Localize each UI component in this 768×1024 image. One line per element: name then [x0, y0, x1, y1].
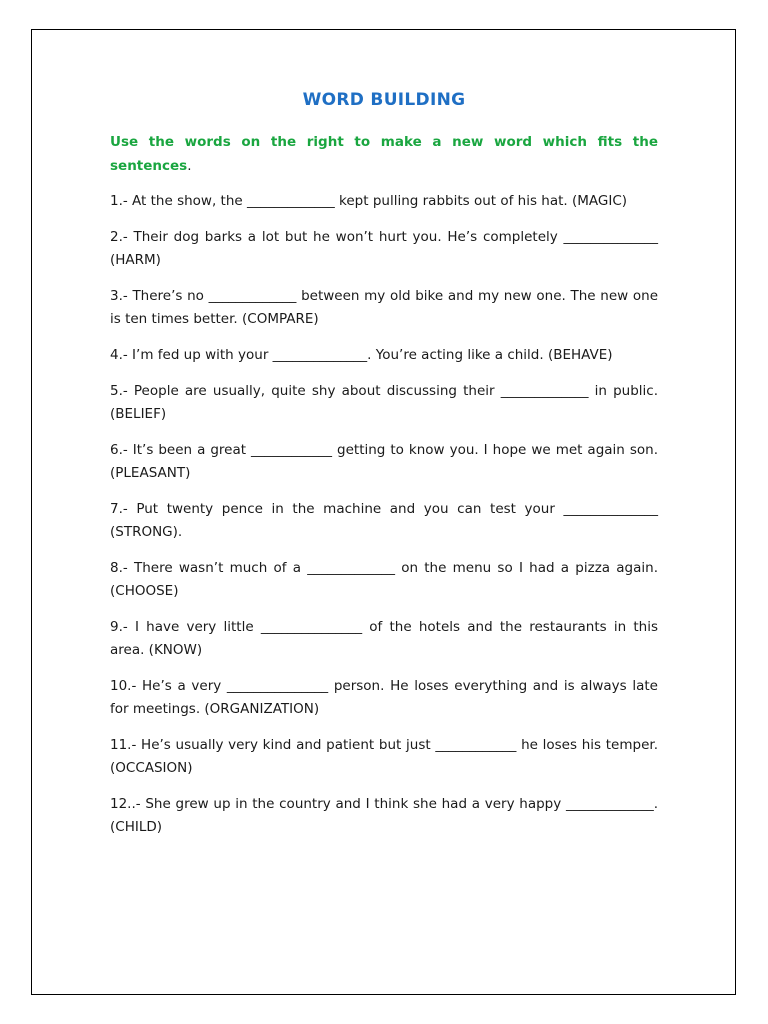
question-6: 6.- It’s been a great ____________ getting to know you. I hope we met again son. (PLEASANT) [110, 442, 658, 481]
question-8: 8.- There wasn’t much of a _____________ on the menu so I had a pizza again. (CHOOSE) [110, 560, 658, 599]
question-5: 5.- People are usually, quite shy about discussing their _____________ in public. (BELIEF) [110, 383, 658, 422]
instructions [110, 130, 658, 178]
instructions-text: Use the words on the right to make a new word which fits the sentences [110, 134, 658, 174]
question-10: 10.- He’s a very _______________ person. He loses everything and is always late for meetings. (ORGANIZATION) [110, 678, 658, 717]
question-4: 4.- I’m fed up with your ______________. You’re acting like a child. (BEHAVE) [110, 347, 613, 363]
question-12: 12..- She grew up in the country and I think she had a very happy _____________. (CHILD) [110, 796, 658, 835]
instructions-period: . [187, 158, 192, 174]
question-9: 9.- I have very little _______________ of the hotels and the restaurants in this area. (KNOW) [110, 619, 658, 658]
question-list [110, 190, 658, 852]
question-3: 3.- There’s no _____________ between my old bike and my new one. The new one is ten times better. (COMPARE) [110, 288, 658, 327]
worksheet-title: WORD BUILDING [302, 90, 466, 110]
question-1: 1.- At the show, the _____________ kept pulling rabbits out of his hat. (MAGIC) [110, 193, 628, 209]
question-2: 2.- Their dog barks a lot but he won’t hurt you. He’s completely ______________ (HARM) [110, 229, 658, 268]
question-11: 11.- He’s usually very kind and patient but just ____________ he loses his temper. (OCCASION) [110, 737, 658, 776]
question-7: 7.- Put twenty pence in the machine and you can test your ______________ (STRONG). [110, 501, 658, 540]
